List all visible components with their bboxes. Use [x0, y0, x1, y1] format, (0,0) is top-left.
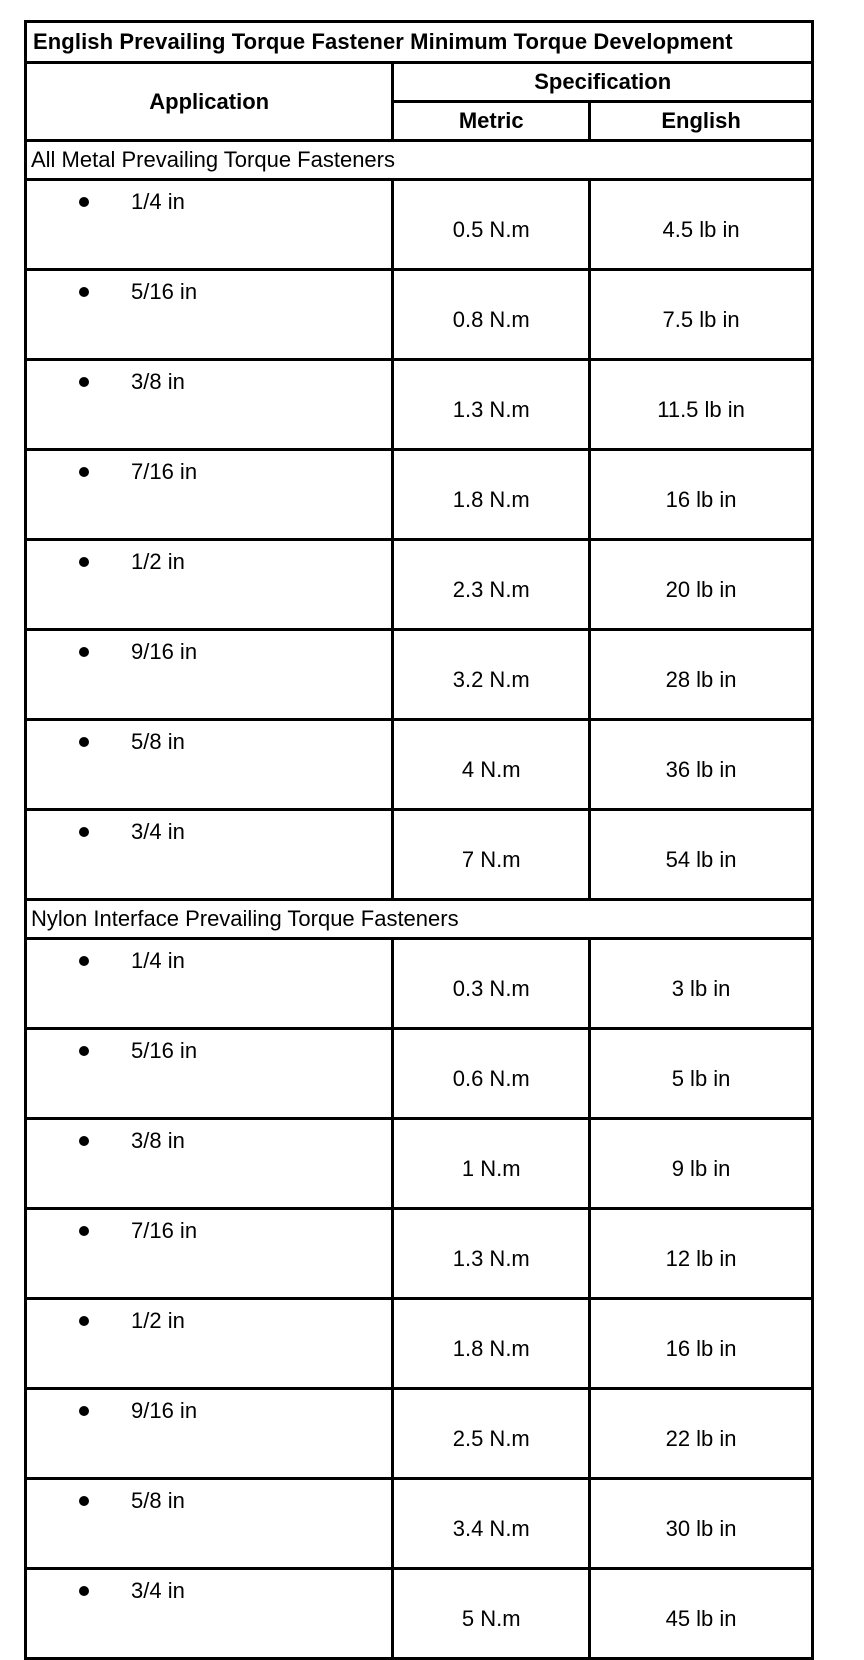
english-value: 5 lb in — [590, 1029, 813, 1119]
table-title: English Prevailing Torque Fastener Minimum Torque Development — [26, 22, 813, 63]
fastener-size: 5/16 in — [131, 1038, 198, 1063]
bullet-icon — [79, 1316, 89, 1326]
fastener-size: 1/2 in — [131, 1308, 185, 1333]
table-row — [26, 1119, 813, 1209]
bullet-icon — [79, 1136, 89, 1146]
table-body — [26, 141, 813, 1659]
english-value: 54 lb in — [590, 810, 813, 900]
fastener-size-cell — [26, 1299, 393, 1389]
section-label: All Metal Prevailing Torque Fasteners — [26, 141, 813, 180]
fastener-size-cell — [26, 1479, 393, 1569]
english-value: 16 lb in — [590, 1299, 813, 1389]
english-value: 4.5 lb in — [590, 180, 813, 270]
fastener-size: 7/16 in — [131, 459, 198, 484]
fastener-size-cell — [26, 1569, 393, 1659]
fastener-size-cell — [26, 1209, 393, 1299]
metric-value: 5 N.m — [393, 1569, 590, 1659]
english-value: 22 lb in — [590, 1389, 813, 1479]
metric-value: 2.5 N.m — [393, 1389, 590, 1479]
fastener-size: 3/8 in — [131, 369, 185, 394]
table-row — [26, 1569, 813, 1659]
english-value: 45 lb in — [590, 1569, 813, 1659]
english-value: 16 lb in — [590, 450, 813, 540]
fastener-size-cell — [26, 720, 393, 810]
metric-value: 7 N.m — [393, 810, 590, 900]
table-row — [26, 540, 813, 630]
bullet-icon — [79, 1046, 89, 1056]
english-header: English — [590, 102, 813, 141]
bullet-icon — [79, 956, 89, 966]
fastener-size: 1/4 in — [131, 948, 185, 973]
fastener-size-cell — [26, 180, 393, 270]
section-label: Nylon Interface Prevailing Torque Fasteners — [26, 900, 813, 939]
metric-value: 1.8 N.m — [393, 1299, 590, 1389]
metric-value: 1.3 N.m — [393, 360, 590, 450]
bullet-icon — [79, 287, 89, 297]
fastener-size-cell — [26, 1119, 393, 1209]
metric-value: 0.8 N.m — [393, 270, 590, 360]
metric-value: 3.2 N.m — [393, 630, 590, 720]
table-row — [26, 180, 813, 270]
section-row — [26, 900, 813, 939]
fastener-size: 9/16 in — [131, 1398, 198, 1423]
english-value: 12 lb in — [590, 1209, 813, 1299]
bullet-icon — [79, 197, 89, 207]
fastener-size-cell — [26, 939, 393, 1029]
metric-value: 2.3 N.m — [393, 540, 590, 630]
fastener-size: 7/16 in — [131, 1218, 198, 1243]
metric-value: 4 N.m — [393, 720, 590, 810]
fastener-size-cell — [26, 1389, 393, 1479]
english-value: 11.5 lb in — [590, 360, 813, 450]
bullet-icon — [79, 1496, 89, 1506]
fastener-size-cell — [26, 270, 393, 360]
table-row — [26, 1209, 813, 1299]
fastener-size: 5/8 in — [131, 729, 185, 754]
bullet-icon — [79, 467, 89, 477]
english-value: 7.5 lb in — [590, 270, 813, 360]
english-value: 3 lb in — [590, 939, 813, 1029]
metric-header: Metric — [393, 102, 590, 141]
table-row — [26, 1479, 813, 1569]
metric-value: 1.8 N.m — [393, 450, 590, 540]
fastener-size-cell — [26, 450, 393, 540]
table-row — [26, 630, 813, 720]
bullet-icon — [79, 737, 89, 747]
bullet-icon — [79, 1226, 89, 1236]
bullet-icon — [79, 377, 89, 387]
english-value: 9 lb in — [590, 1119, 813, 1209]
fastener-size-cell — [26, 540, 393, 630]
table-row — [26, 810, 813, 900]
section-row — [26, 141, 813, 180]
table-row — [26, 1029, 813, 1119]
metric-value: 0.5 N.m — [393, 180, 590, 270]
metric-value: 1 N.m — [393, 1119, 590, 1209]
fastener-size: 1/2 in — [131, 549, 185, 574]
application-header: Application — [26, 63, 393, 141]
english-value: 30 lb in — [590, 1479, 813, 1569]
fastener-size-cell — [26, 360, 393, 450]
bullet-icon — [79, 557, 89, 567]
bullet-icon — [79, 1586, 89, 1596]
fastener-size: 3/8 in — [131, 1128, 185, 1153]
bullet-icon — [79, 827, 89, 837]
table-row — [26, 270, 813, 360]
fastener-size: 5/16 in — [131, 279, 198, 304]
english-value: 28 lb in — [590, 630, 813, 720]
metric-value: 1.3 N.m — [393, 1209, 590, 1299]
fastener-size: 1/4 in — [131, 189, 185, 214]
metric-value: 3.4 N.m — [393, 1479, 590, 1569]
fastener-size: 9/16 in — [131, 639, 198, 664]
table-row — [26, 939, 813, 1029]
bullet-icon — [79, 647, 89, 657]
fastener-size-cell — [26, 810, 393, 900]
table-row — [26, 360, 813, 450]
metric-value: 0.3 N.m — [393, 939, 590, 1029]
english-value: 20 lb in — [590, 540, 813, 630]
fastener-size: 3/4 in — [131, 819, 185, 844]
english-value: 36 lb in — [590, 720, 813, 810]
table-row — [26, 720, 813, 810]
fastener-size-cell — [26, 1029, 393, 1119]
specification-header: Specification — [393, 63, 813, 102]
fastener-size-cell — [26, 630, 393, 720]
table-row — [26, 450, 813, 540]
fastener-size: 3/4 in — [131, 1578, 185, 1603]
metric-value: 0.6 N.m — [393, 1029, 590, 1119]
bullet-icon — [79, 1406, 89, 1416]
fastener-size: 5/8 in — [131, 1488, 185, 1513]
table-row — [26, 1389, 813, 1479]
table-row — [26, 1299, 813, 1389]
torque-spec-table — [24, 20, 814, 1660]
